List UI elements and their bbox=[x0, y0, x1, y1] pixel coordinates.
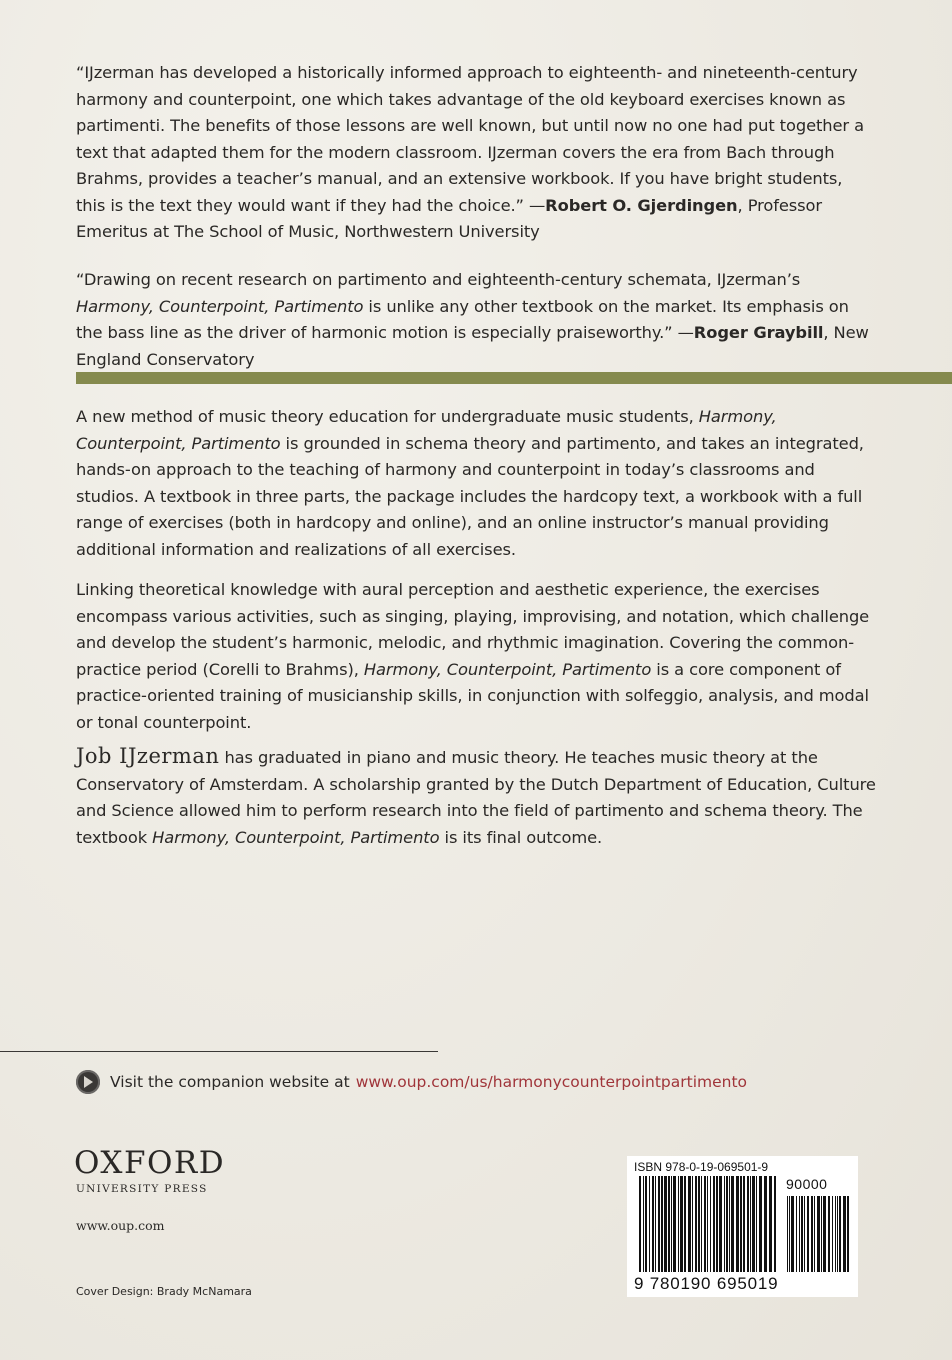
barcode-bar bbox=[789, 1196, 790, 1272]
barcode-bar bbox=[701, 1176, 702, 1272]
barcode-bar bbox=[688, 1176, 691, 1272]
barcode-bar bbox=[752, 1176, 755, 1272]
barcode-bar bbox=[661, 1176, 663, 1272]
barcode-bar bbox=[807, 1196, 809, 1272]
barcode-bar bbox=[710, 1176, 711, 1272]
barcode-digits: 9 780190 695019 bbox=[634, 1274, 779, 1293]
publisher-logo: OXFORD bbox=[74, 1145, 226, 1181]
barcode-bar bbox=[747, 1176, 749, 1272]
book-title: Harmony, Counterpoint, Partimento bbox=[152, 827, 440, 847]
barcode-bar bbox=[828, 1196, 830, 1272]
barcode-bar bbox=[668, 1176, 670, 1272]
description-paragraph-1 bbox=[76, 404, 876, 563]
barcode-bar bbox=[791, 1196, 794, 1272]
barcode-bar bbox=[801, 1196, 803, 1272]
barcode-bar bbox=[759, 1176, 762, 1272]
description-paragraph-2 bbox=[76, 577, 876, 736]
barcode-bar bbox=[655, 1176, 656, 1272]
price-code: 90000 bbox=[786, 1176, 828, 1192]
barcode-bar bbox=[724, 1176, 725, 1272]
barcode-bar bbox=[726, 1176, 728, 1272]
bio-text-end: is its final outcome. bbox=[439, 827, 603, 847]
paragraph-text: Linking theoretical knowledge with aural perception and aesthetic experience, the exercises encompass various activities, such as singing, playing, improvising, and notation, which challenge and develop the student’s harmonic, melodic, and rhythmic imagination. Covering the common-practice period (Corelli to Brahms), bbox=[76, 580, 870, 679]
paragraph-text-end: is a core component of practice-oriented training of musicianship skills, in conjunction with solfeggio, analysis, and modal or tonal counterpoint. bbox=[76, 659, 869, 732]
barcode-bar bbox=[729, 1176, 730, 1272]
barcode-bar bbox=[817, 1196, 820, 1272]
barcode-bar bbox=[673, 1176, 676, 1272]
barcode-bar bbox=[680, 1176, 683, 1272]
author-name: Job IJzerman bbox=[76, 744, 220, 768]
barcode-bar bbox=[698, 1176, 700, 1272]
barcode-bar bbox=[692, 1176, 693, 1272]
book-title: Harmony, Counterpoint, Partimento bbox=[76, 407, 777, 453]
barcode-bar bbox=[847, 1196, 849, 1272]
quote-text: “IJzerman has developed a historically informed approach to eighteenth- and nineteenth-century harmony and counterpoint, one which takes advantage of the old keyboard exercises known as partimenti. The benefits of those lessons are well known, but until now no one had put together a text that adapted them for the modern classroom. IJzerman covers the era from Bach through Brahms, provides a teacher’s manual, and an extensive workbook. If you have bright students, this is the text they would want if they had the choice.” bbox=[76, 63, 864, 215]
paragraph-text: A new method of music theory education for undergraduate music students, bbox=[76, 407, 699, 426]
barcode-bar bbox=[835, 1196, 836, 1272]
barcode-bar bbox=[684, 1176, 686, 1272]
play-icon bbox=[76, 1070, 100, 1094]
barcode-bar bbox=[750, 1176, 751, 1272]
barcode-bar bbox=[839, 1196, 841, 1272]
barcode-bar bbox=[837, 1196, 838, 1272]
barcode-bar bbox=[764, 1176, 767, 1272]
barcode-bar bbox=[704, 1176, 706, 1272]
barcode-bar bbox=[731, 1176, 734, 1272]
barcode-bar bbox=[649, 1176, 650, 1272]
barcode-bar bbox=[743, 1176, 745, 1272]
barcode-bar bbox=[678, 1176, 679, 1272]
quote-author: Roger Graybill bbox=[693, 323, 824, 342]
barcode-bar bbox=[639, 1176, 641, 1272]
quote-affiliation: , Professor Emeritus at The School of Music, Northwestern University bbox=[76, 195, 822, 241]
companion-website bbox=[76, 1068, 747, 1096]
quote-text: “Drawing on recent research on partimento and eighteenth-century schemata, IJzerman’s bbox=[76, 270, 801, 289]
author-bio bbox=[76, 743, 876, 851]
barcode-bar bbox=[695, 1176, 697, 1272]
barcode-bar bbox=[740, 1176, 742, 1272]
barcode-bar bbox=[843, 1196, 846, 1272]
barcode-bar bbox=[664, 1176, 667, 1272]
barcode-bar bbox=[799, 1196, 800, 1272]
review-quote-gjerdingen bbox=[76, 60, 876, 246]
cover-design-credit: Cover Design: Brady McNamara bbox=[76, 1285, 252, 1298]
barcode-bar bbox=[774, 1176, 776, 1272]
barcode-bar bbox=[787, 1196, 788, 1272]
barcode-bar bbox=[707, 1176, 708, 1272]
barcode-bar bbox=[671, 1176, 672, 1272]
review-quote-graybill bbox=[76, 267, 876, 373]
companion-label: Visit the companion website at bbox=[110, 1073, 350, 1091]
quote-author: Robert O. Gjerdingen bbox=[545, 195, 738, 215]
isbn-text: ISBN 978-0-19-069501-9 bbox=[634, 1160, 769, 1174]
barcode-bar bbox=[713, 1176, 715, 1272]
barcode-bar bbox=[821, 1196, 822, 1272]
barcode-bar bbox=[811, 1196, 813, 1272]
barcode-bar bbox=[716, 1176, 718, 1272]
divider-bar bbox=[76, 372, 952, 384]
paragraph-text-end: is grounded in schema theory and partimento, and takes an integrated, hands-on approach to the teaching of harmony and counterpoint in today’s classrooms and studios. A textbook in three parts, the package includes the hardcopy text, a workbook with a full range of exercises (both in hardcopy and online), and an online instructor’s manual providing additional information and realizations of all exercises. bbox=[76, 433, 864, 559]
barcode-bar bbox=[823, 1196, 826, 1272]
barcode-bar bbox=[652, 1176, 654, 1272]
barcode-bar bbox=[804, 1196, 805, 1272]
book-title: Harmony, Counterpoint, Partimento bbox=[76, 296, 364, 316]
barcode-bar bbox=[756, 1176, 757, 1272]
quote-dash: — bbox=[523, 195, 546, 215]
barcode-bar bbox=[736, 1176, 739, 1272]
barcode-box bbox=[627, 1156, 858, 1297]
barcode-bar bbox=[658, 1176, 660, 1272]
quote-affiliation: , New England Conservatory bbox=[76, 323, 869, 369]
quote-text-end: is unlike any other textbook on the market. Its emphasis on the bass line as the driver of harmonic motion is especially praiseworthy.” bbox=[76, 296, 849, 342]
barcode-bar bbox=[719, 1176, 722, 1272]
barcode-bar bbox=[769, 1176, 772, 1272]
barcode-bar bbox=[814, 1196, 815, 1272]
barcode-bar bbox=[832, 1196, 833, 1272]
barcode-bar bbox=[796, 1196, 797, 1272]
barcode-bar bbox=[643, 1176, 644, 1272]
barcode-bar bbox=[645, 1176, 647, 1272]
publisher-subtitle: UNIVERSITY PRESS bbox=[76, 1183, 208, 1195]
bio-text: has graduated in piano and music theory. He teaches music theory at the Conservatory of Amsterdam. A scholarship granted by the Dutch Department of Education, Culture and Science allowed him to perform research into the field of partimento and schema theory. The textbook bbox=[76, 748, 876, 847]
companion-link[interactable]: www.oup.com/us/harmonycounterpointpartimento bbox=[355, 1073, 748, 1091]
thin-divider bbox=[0, 1051, 438, 1052]
publisher-website[interactable]: www.oup.com bbox=[76, 1218, 165, 1233]
book-title: Harmony, Counterpoint, Partimento bbox=[363, 659, 652, 679]
quote-dash: — bbox=[672, 323, 694, 342]
